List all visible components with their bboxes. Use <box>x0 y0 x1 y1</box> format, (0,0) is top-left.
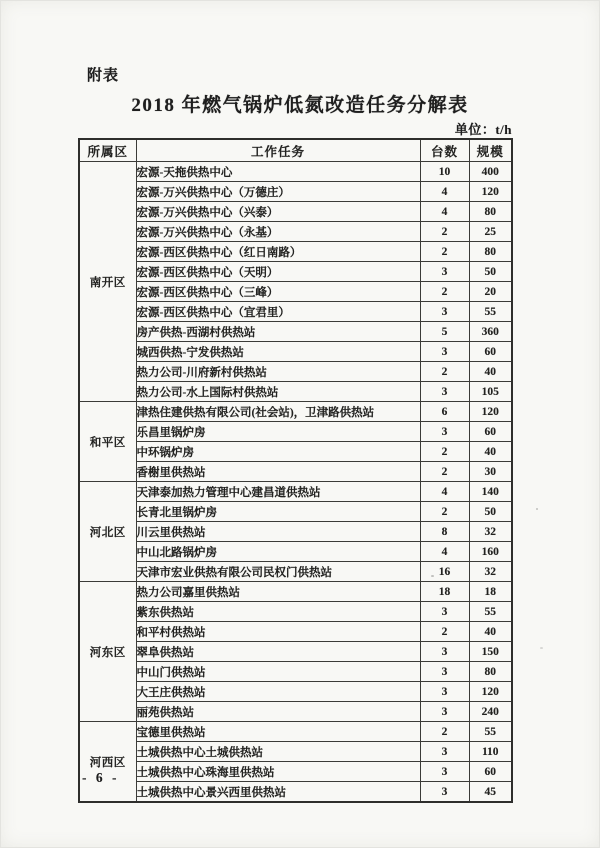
units-cell: 3 <box>420 262 469 282</box>
task-cell: 乐昌里锅炉房 <box>136 422 420 442</box>
table-row <box>79 362 512 382</box>
task-cell: 和平村供热站 <box>136 622 420 642</box>
scale-cell: 60 <box>469 342 512 362</box>
units-cell: 2 <box>420 622 469 642</box>
task-cell: 宏源-万兴供热中心（永基） <box>136 222 420 242</box>
district-cell: 河西区 <box>79 722 136 803</box>
scale-cell: 55 <box>469 722 512 742</box>
task-cell: 紫东供热站 <box>136 602 420 622</box>
district-cell: 和平区 <box>79 402 136 482</box>
units-cell: 3 <box>420 302 469 322</box>
units-cell: 2 <box>420 222 469 242</box>
task-cell: 丽苑供热站 <box>136 702 420 722</box>
scale-cell: 80 <box>469 662 512 682</box>
units-cell: 2 <box>420 462 469 482</box>
table-row <box>79 562 512 582</box>
table-row <box>79 682 512 702</box>
units-cell: 10 <box>420 162 469 182</box>
scan-speck <box>536 508 538 510</box>
units-cell: 4 <box>420 542 469 562</box>
scale-cell: 40 <box>469 362 512 382</box>
task-cell: 中环锅炉房 <box>136 442 420 462</box>
scale-cell: 360 <box>469 322 512 342</box>
units-cell: 3 <box>420 662 469 682</box>
units-cell: 3 <box>420 422 469 442</box>
scale-cell: 105 <box>469 382 512 402</box>
task-cell: 房产供热-西湖村供热站 <box>136 322 420 342</box>
table-row <box>79 222 512 242</box>
table-row <box>79 522 512 542</box>
unit-label: 单位：t/h <box>454 122 512 137</box>
units-cell: 3 <box>420 642 469 662</box>
table-header-row <box>79 139 512 162</box>
scale-cell: 80 <box>469 202 512 222</box>
table-row <box>79 202 512 222</box>
table-row <box>79 602 512 622</box>
task-cell: 宏源-西区供热中心（三峰） <box>136 282 420 302</box>
table-row <box>79 462 512 482</box>
task-breakdown-table <box>78 138 513 803</box>
scale-cell: 55 <box>469 302 512 322</box>
units-cell: 3 <box>420 702 469 722</box>
table-row <box>79 342 512 362</box>
column-header-3: 规模 <box>469 139 512 162</box>
table-row <box>79 502 512 522</box>
units-cell: 3 <box>420 742 469 762</box>
task-cell: 城西供热-宁发供热站 <box>136 342 420 362</box>
units-cell: 2 <box>420 282 469 302</box>
district-cell: 南开区 <box>79 162 136 402</box>
task-cell: 宏源-西区供热中心（宜君里） <box>136 302 420 322</box>
units-cell: 8 <box>420 522 469 542</box>
scale-cell: 240 <box>469 702 512 722</box>
column-header-0: 所属区 <box>79 139 136 162</box>
table-row <box>79 662 512 682</box>
task-cell: 土城供热中心土城供热站 <box>136 742 420 762</box>
units-cell: 2 <box>420 722 469 742</box>
table-row <box>79 742 512 762</box>
district-cell: 河北区 <box>79 482 136 582</box>
units-cell: 2 <box>420 442 469 462</box>
task-cell: 宏源-天拖供热中心 <box>136 162 420 182</box>
scale-cell: 55 <box>469 602 512 622</box>
table-row <box>79 282 512 302</box>
scale-cell: 160 <box>469 542 512 562</box>
appendix-label: 附表 <box>87 68 120 84</box>
scale-cell: 400 <box>469 162 512 182</box>
task-cell: 川云里供热站 <box>136 522 420 542</box>
task-cell: 宝德里供热站 <box>136 722 420 742</box>
table-row <box>79 622 512 642</box>
units-cell: 3 <box>420 782 469 803</box>
table-row <box>79 302 512 322</box>
task-cell: 宏源-万兴供热中心（兴泰） <box>136 202 420 222</box>
scale-cell: 120 <box>469 682 512 702</box>
task-cell: 大王庄供热站 <box>136 682 420 702</box>
table-row <box>79 762 512 782</box>
scale-cell: 120 <box>469 182 512 202</box>
units-cell: 2 <box>420 242 469 262</box>
task-cell: 宏源-西区供热中心（天明） <box>136 262 420 282</box>
table-header <box>79 139 512 162</box>
scale-cell: 80 <box>469 242 512 262</box>
scale-cell: 32 <box>469 562 512 582</box>
table-row <box>79 162 512 182</box>
task-cell: 宏源-西区供热中心（红日南路） <box>136 242 420 262</box>
units-cell: 3 <box>420 762 469 782</box>
table-row <box>79 322 512 342</box>
table-row <box>79 782 512 803</box>
units-cell: 3 <box>420 382 469 402</box>
scale-cell: 20 <box>469 282 512 302</box>
task-cell: 宏源-万兴供热中心（万德庄） <box>136 182 420 202</box>
task-cell: 中山北路锅炉房 <box>136 542 420 562</box>
scale-cell: 120 <box>469 402 512 422</box>
table-row <box>79 542 512 562</box>
units-cell: 2 <box>420 502 469 522</box>
task-cell: 津热住建供热有限公司(社会站)，卫津路供热站 <box>136 402 420 422</box>
task-cell: 天津市宏业供热有限公司民权门供热站 <box>136 562 420 582</box>
units-cell: 6 <box>420 402 469 422</box>
district-cell: 河东区 <box>79 582 136 722</box>
task-cell: 天津泰加热力管理中心建昌道供热站 <box>136 482 420 502</box>
units-cell: 3 <box>420 682 469 702</box>
table-row <box>79 262 512 282</box>
scale-cell: 60 <box>469 422 512 442</box>
task-cell: 土城供热中心珠海里供热站 <box>136 762 420 782</box>
units-cell: 4 <box>420 202 469 222</box>
task-cell: 长青北里锅炉房 <box>136 502 420 522</box>
units-cell: 4 <box>420 482 469 502</box>
task-cell: 热力公司-水上国际村供热站 <box>136 382 420 402</box>
table-row <box>79 642 512 662</box>
table-row <box>79 702 512 722</box>
task-cell: 热力公司-川府新村供热站 <box>136 362 420 382</box>
table-row <box>79 482 512 502</box>
column-header-2: 台数 <box>420 139 469 162</box>
table-row <box>79 242 512 262</box>
scale-cell: 40 <box>469 622 512 642</box>
table-row <box>79 182 512 202</box>
document-title: 2018 年燃气锅炉低氮改造任务分解表 <box>131 95 469 116</box>
units-cell: 16 <box>420 562 469 582</box>
scale-cell: 60 <box>469 762 512 782</box>
units-cell: 2 <box>420 362 469 382</box>
scale-cell: 50 <box>469 502 512 522</box>
task-cell: 中山门供热站 <box>136 662 420 682</box>
scale-cell: 140 <box>469 482 512 502</box>
scale-cell: 32 <box>469 522 512 542</box>
scale-cell: 150 <box>469 642 512 662</box>
table-row <box>79 422 512 442</box>
units-cell: 18 <box>420 582 469 602</box>
task-cell: 翠阜供热站 <box>136 642 420 662</box>
table-row <box>79 402 512 422</box>
scale-cell: 25 <box>469 222 512 242</box>
task-cell: 土城供热中心景兴西里供热站 <box>136 782 420 803</box>
table-row <box>79 382 512 402</box>
units-cell: 5 <box>420 322 469 342</box>
scale-cell: 18 <box>469 582 512 602</box>
table-body <box>79 162 512 803</box>
table-row <box>79 582 512 602</box>
task-cell: 热力公司嘉里供热站 <box>136 582 420 602</box>
scale-cell: 45 <box>469 782 512 803</box>
units-cell: 3 <box>420 602 469 622</box>
scan-speck <box>540 647 543 649</box>
scale-cell: 110 <box>469 742 512 762</box>
scale-cell: 50 <box>469 262 512 282</box>
table-row <box>79 722 512 742</box>
table-row <box>79 442 512 462</box>
task-cell: 香榭里供热站 <box>136 462 420 482</box>
column-header-1: 工作任务 <box>136 139 420 162</box>
scan-speck <box>431 575 434 577</box>
page-number: - 6 - <box>82 770 120 785</box>
scale-cell: 40 <box>469 442 512 462</box>
units-cell: 3 <box>420 342 469 362</box>
units-cell: 4 <box>420 182 469 202</box>
scale-cell: 30 <box>469 462 512 482</box>
